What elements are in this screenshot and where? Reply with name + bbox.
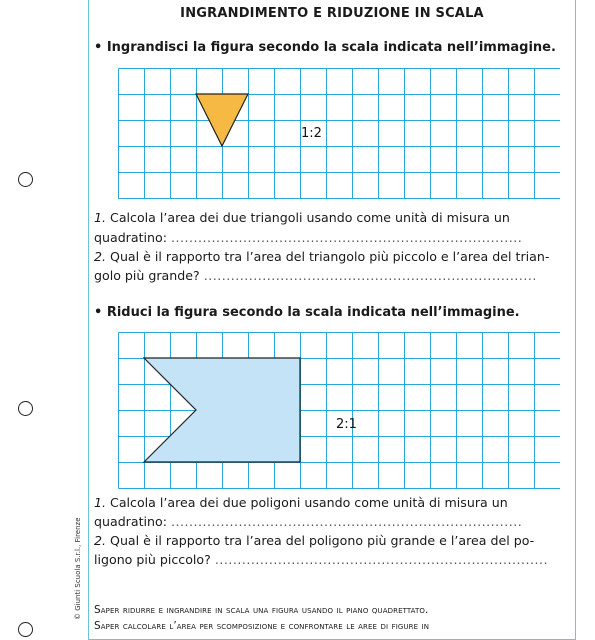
- worksheet-title: INGRANDIMENTO E RIDUZIONE IN SCALA: [180, 6, 484, 21]
- scale-label-2: 2:1: [336, 417, 357, 432]
- s1-answer1-line[interactable]: quadratino: ..............................................................................: [94, 230, 523, 245]
- copyright-note: © Giunti Scuola S.r.l., Firenze: [74, 517, 82, 620]
- footer-objective-2: Saper calcolare l’area per scomposizione e confrontare le aree di figure in: [94, 620, 430, 632]
- s1-answer2-line[interactable]: golo più grande? ..........................................................................: [94, 268, 537, 283]
- s2-question2: 2. Qual è il rapporto tra l’area del poligono più grande e l’area del po-: [94, 533, 535, 548]
- binder-hole-middle: [18, 401, 33, 416]
- grid-1: [118, 68, 560, 200]
- grid-2: [118, 332, 560, 490]
- section1-heading: • Ingrandisci la figura secondo la scala indicata nell’immagine.: [94, 40, 556, 55]
- s1-question2: 2. Qual è il rapporto tra l’area del triangolo più piccolo e l’area del trian-: [94, 249, 550, 264]
- s2-answer2-line[interactable]: ligono più piccolo? ..........................................................................: [94, 552, 549, 567]
- s2-question1: 1. Calcola l’area dei due poligoni usando come unità di misura un: [94, 495, 508, 510]
- scale-label-1: 1:2: [301, 126, 322, 141]
- binder-hole-top: [18, 172, 33, 187]
- s1-question1: 1. Calcola l’area dei due triangoli usando come unità di misura un: [94, 210, 510, 225]
- s2-answer1-line[interactable]: quadratino: ..............................................................................: [94, 514, 523, 529]
- footer-objective-1: Saper ridurre e ingrandire in scala una figura usando il piano quadrettato.: [94, 604, 429, 616]
- section2-heading: • Riduci la figura secondo la scala indicata nell’immagine.: [94, 305, 520, 320]
